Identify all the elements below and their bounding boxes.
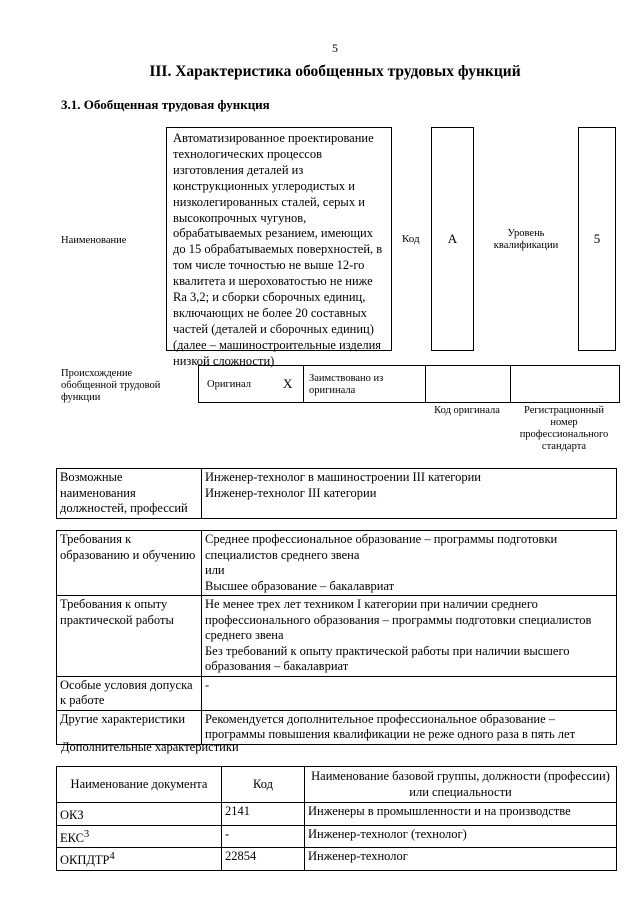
code-value: А (447, 231, 458, 246)
original-mark: X (283, 376, 293, 391)
page-title: III. Характеристика обобщенных трудовых функций (149, 63, 521, 80)
job-titles-values (202, 469, 617, 519)
req-line: Рекомендуется дополнительное профессиональное образование – программы повышения квалификации не реже одного раза в пять лет (205, 711, 576, 741)
level-label: Уровень квалификации (493, 228, 559, 251)
doc-name: ОКПДТР (60, 853, 110, 868)
table-row (57, 596, 617, 677)
requirements-table (56, 530, 617, 745)
table-row (57, 803, 617, 826)
function-name-box (166, 127, 392, 368)
req-line: Высшее образование – бакалавриат (205, 578, 395, 593)
column-header: Наименование базовой группы, должности (профессии) или специальности (305, 767, 617, 803)
req-label: Требования к образованию и обучению (57, 531, 202, 596)
name-cell: Инженер-технолог (технолог) (305, 825, 617, 848)
req-value (202, 531, 617, 596)
table-row (57, 469, 617, 519)
borrowed-label: Заимствовано из оригинала (309, 373, 384, 396)
job-title: Инженер-технолог в машиностроении III категории (205, 470, 481, 484)
job-titles-table (56, 468, 617, 519)
table-row (57, 825, 617, 848)
level-value-box (578, 127, 616, 351)
req-line: Не менее трех лет техником I категории при наличии среднего профессионального образования – программы подготовки специалистов среднего звена (205, 597, 592, 642)
original-label: Оригинал (207, 379, 251, 390)
req-value (202, 710, 617, 744)
req-label: Особые условия допуска к работе (57, 676, 202, 710)
divider (425, 366, 426, 402)
code-original-label: Код оригинала (434, 405, 500, 416)
additional-table (56, 766, 617, 871)
origin-label: Происхождение обобщенной трудовой функции (61, 368, 161, 403)
doc-cell (57, 803, 222, 826)
doc-name: ЕКС (60, 830, 84, 845)
divider (510, 366, 511, 402)
code-cell: 22854 (222, 848, 305, 871)
doc-cell (57, 848, 222, 871)
table-row (57, 848, 617, 871)
reg-number-label: Регистрационный номер профессионального стандарта (519, 405, 609, 452)
code-label: Код (402, 233, 420, 245)
table-header-row (57, 767, 617, 803)
req-line: Среднее профессиональное образование – программы подготовки специалистов среднего звена (205, 532, 558, 562)
req-label: Требования к опыту практической работы (57, 596, 202, 677)
req-line: или (205, 563, 225, 577)
level-value: 5 (593, 231, 601, 246)
doc-name: ОКЗ (60, 808, 84, 823)
req-label: Другие характеристики (57, 710, 202, 744)
page-number: 5 (332, 41, 338, 55)
req-value (202, 596, 617, 677)
column-header: Код (222, 767, 305, 803)
name-label: Наименование (61, 235, 127, 246)
table-row (57, 531, 617, 596)
req-value (202, 676, 617, 710)
table-row (57, 710, 617, 744)
job-title: Инженер-технолог III категории (205, 485, 377, 500)
footnote-mark: 4 (109, 851, 115, 863)
doc-cell (57, 825, 222, 848)
column-header: Наименование документа (57, 767, 222, 803)
function-name-text: Автоматизированное проектирование технологических процессов изготовления деталей из конструкционных углеродистых и низколегированных сталей, серых и высокопрочных чугунов, обрабатываемых резанием, имеющих до 15 обрабатываемых поверхностей, в том числе точностью не выше 12-го квалитета и шероховатостью не ниже Ra 3,2; и сборки сборочных единиц, включающих не более 20 составных частей (деталей и сборочных единиц) (далее – машиностроительные изделия низкой сложности) (173, 131, 383, 368)
code-cell: - (222, 825, 305, 848)
additional-title: Дополнительные характеристики (61, 740, 239, 754)
origin-box (198, 365, 620, 403)
table-row (57, 676, 617, 710)
code-cell: 2141 (222, 803, 305, 826)
req-line: - (205, 677, 210, 692)
job-titles-label: Возможные наименования должностей, профессий (57, 469, 202, 519)
code-value-box (431, 127, 474, 351)
section-title: 3.1. Обобщенная трудовая функция (61, 97, 270, 112)
req-line: Без требований к опыту практической работы при наличии высшего образования – бакалавриат (205, 643, 570, 673)
divider (303, 366, 304, 402)
name-cell: Инженер-технолог (305, 848, 617, 871)
footnote-mark: 3 (84, 828, 90, 840)
name-cell: Инженеры в промышленности и на производстве (305, 803, 617, 826)
